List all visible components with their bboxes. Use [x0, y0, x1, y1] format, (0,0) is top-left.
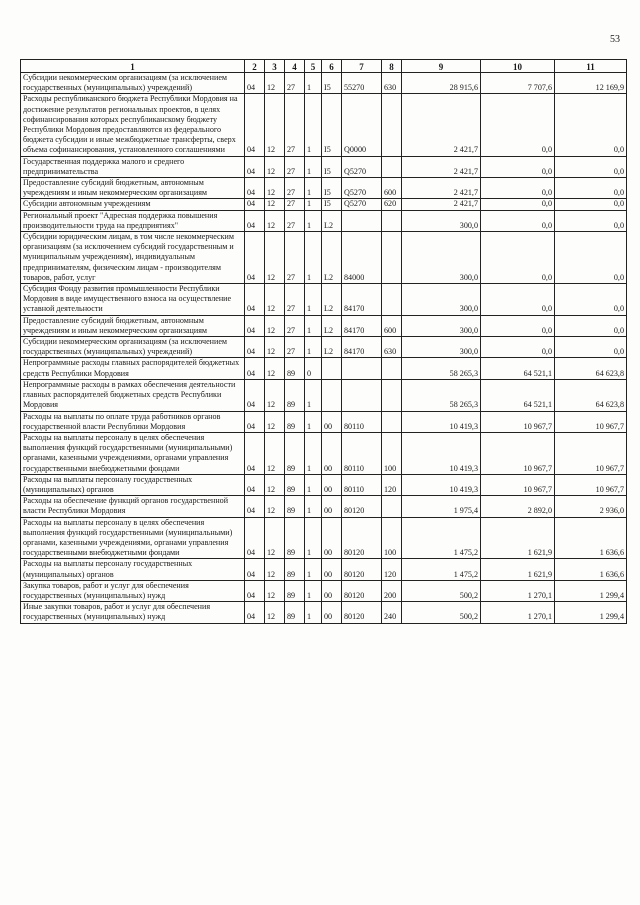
code-cell: 1 — [305, 156, 322, 177]
column-header: 8 — [382, 60, 402, 73]
table-row — [21, 432, 627, 474]
code-cell: 89 — [285, 580, 305, 601]
row-name: Региональный проект "Адресная поддержка повышения производительности труда на предприятиях" — [21, 210, 245, 231]
code-cell: 04 — [245, 602, 265, 623]
row-name: Расходы на обеспечение функций органов государственной власти Республики Мордовия — [21, 496, 245, 517]
amount-cell: 0,0 — [555, 337, 627, 358]
row-name: Расходы на выплаты персоналу в целях обеспечения выполнения функций государственными (муниципальными) органами, казенными учреждениями, органами управления государственными внебюджетными фондами — [21, 517, 245, 559]
code-cell: 55270 — [342, 73, 382, 94]
code-cell: 27 — [285, 73, 305, 94]
code-cell: 84170 — [342, 284, 382, 316]
code-cell: 84000 — [342, 232, 382, 284]
code-cell: I5 — [322, 73, 342, 94]
code-cell: 04 — [245, 232, 265, 284]
row-name: Расходы республиканского бюджета Республики Мордовия на достижение результатов региональных проектов, в целях софинансирования которых республиканскому бюджету Республики Мордовия предоставляются из федерального бюджета субсидии и иные межбюджетные трансферты, сверх объема софинансирования, установленного соглашениями — [21, 94, 245, 156]
code-cell: 27 — [285, 210, 305, 231]
code-cell: 1 — [305, 210, 322, 231]
code-cell: 100 — [382, 517, 402, 559]
row-name: Расходы на выплаты по оплате труда работников органов государственной власти Республики Мордовия — [21, 411, 245, 432]
code-cell: I5 — [322, 178, 342, 199]
amount-cell: 10 967,7 — [481, 411, 555, 432]
code-cell: 04 — [245, 432, 265, 474]
code-cell: 00 — [322, 411, 342, 432]
amount-cell: 10 419,3 — [402, 474, 481, 495]
amount-cell: 1 475,2 — [402, 559, 481, 580]
code-cell — [382, 379, 402, 411]
table-row — [21, 94, 627, 156]
column-header: 1 — [21, 60, 245, 73]
code-cell: 80120 — [342, 602, 382, 623]
code-cell — [382, 94, 402, 156]
row-name: Субсидия Фонду развития промышленности Республики Мордовия в виде имущественного взноса на осуществление уставной деятельности — [21, 284, 245, 316]
code-cell: 12 — [265, 474, 285, 495]
amount-cell: 300,0 — [402, 315, 481, 336]
code-cell: Q0000 — [342, 94, 382, 156]
amount-cell: 2 936,0 — [555, 496, 627, 517]
code-cell: 12 — [265, 517, 285, 559]
code-cell — [382, 496, 402, 517]
code-cell: 04 — [245, 337, 265, 358]
code-cell: I5 — [322, 156, 342, 177]
code-cell: 12 — [265, 580, 285, 601]
amount-cell: 0,0 — [481, 337, 555, 358]
column-header: 2 — [245, 60, 265, 73]
code-cell: 04 — [245, 496, 265, 517]
code-cell: 04 — [245, 73, 265, 94]
amount-cell: 1 975,4 — [402, 496, 481, 517]
amount-cell: 64 623,8 — [555, 358, 627, 379]
amount-cell: 0,0 — [481, 284, 555, 316]
row-name: Государственная поддержка малого и среднего предпринимательства — [21, 156, 245, 177]
amount-cell: 300,0 — [402, 284, 481, 316]
row-name: Предоставление субсидий бюджетным, автономным учреждениям и иным некоммерческим организациям — [21, 178, 245, 199]
amount-cell: 500,2 — [402, 602, 481, 623]
table-row — [21, 559, 627, 580]
row-name: Закупка товаров, работ и услуг для обеспечения государственных (муниципальных) нужд — [21, 580, 245, 601]
code-cell: Q5270 — [342, 178, 382, 199]
code-cell: 04 — [245, 559, 265, 580]
table-row — [21, 602, 627, 623]
row-name: Расходы на выплаты персоналу государственных (муниципальных) органов — [21, 474, 245, 495]
code-cell: 04 — [245, 379, 265, 411]
column-header: 5 — [305, 60, 322, 73]
table-row — [21, 517, 627, 559]
code-cell: 630 — [382, 73, 402, 94]
code-cell: 1 — [305, 178, 322, 199]
code-cell: 12 — [265, 178, 285, 199]
code-cell: 1 — [305, 337, 322, 358]
amount-cell: 0,0 — [555, 284, 627, 316]
code-cell: 04 — [245, 411, 265, 432]
row-name: Предоставление субсидий бюджетным, автономным учреждениям и иным некоммерческим организациям — [21, 315, 245, 336]
amount-cell: 58 265,3 — [402, 358, 481, 379]
code-cell: 80120 — [342, 580, 382, 601]
column-header: 11 — [555, 60, 627, 73]
code-cell: 00 — [322, 474, 342, 495]
amount-cell: 0,0 — [555, 94, 627, 156]
code-cell: 04 — [245, 474, 265, 495]
code-cell: 89 — [285, 602, 305, 623]
amount-cell: 10 419,3 — [402, 432, 481, 474]
code-cell: 04 — [245, 315, 265, 336]
table-row — [21, 73, 627, 94]
code-cell: 89 — [285, 411, 305, 432]
code-cell: 600 — [382, 178, 402, 199]
code-cell — [382, 156, 402, 177]
code-cell: 04 — [245, 210, 265, 231]
code-cell: 04 — [245, 358, 265, 379]
code-cell: Q5270 — [342, 156, 382, 177]
table-row — [21, 178, 627, 199]
code-cell: 12 — [265, 156, 285, 177]
amount-cell: 0,0 — [481, 178, 555, 199]
code-cell: 84170 — [342, 337, 382, 358]
amount-cell: 64 521,1 — [481, 379, 555, 411]
table-row — [21, 284, 627, 316]
amount-cell: 1 299,4 — [555, 602, 627, 623]
row-name: Иные закупки товаров, работ и услуг для обеспечения государственных (муниципальных) нужд — [21, 602, 245, 623]
code-cell: 04 — [245, 94, 265, 156]
code-cell — [382, 210, 402, 231]
code-cell: L2 — [322, 315, 342, 336]
amount-cell: 10 967,7 — [555, 432, 627, 474]
table-row — [21, 580, 627, 601]
code-cell: 620 — [382, 199, 402, 210]
amount-cell: 7 707,6 — [481, 73, 555, 94]
row-name: Субсидии юридическим лицам, в том числе некоммерческим организациям (за исключением субсидий государственным и муниципальным учреждениям), индивидуальным предпринимателям, физическим лицам - производителям товаров, работ, услуг — [21, 232, 245, 284]
table-row — [21, 358, 627, 379]
code-cell: 27 — [285, 199, 305, 210]
code-cell: 12 — [265, 94, 285, 156]
amount-cell: 0,0 — [481, 315, 555, 336]
code-cell: 12 — [265, 210, 285, 231]
code-cell — [382, 232, 402, 284]
code-cell: 1 — [305, 580, 322, 601]
code-cell — [322, 379, 342, 411]
amount-cell: 0,0 — [555, 156, 627, 177]
row-name: Непрограммные расходы главных распорядителей бюджетных средств Республики Мордовия — [21, 358, 245, 379]
code-cell: 04 — [245, 284, 265, 316]
table-row — [21, 210, 627, 231]
column-header: 7 — [342, 60, 382, 73]
table-body — [21, 73, 627, 624]
row-name: Расходы на выплаты персоналу государственных (муниципальных) органов — [21, 559, 245, 580]
code-cell — [382, 411, 402, 432]
code-cell: 240 — [382, 602, 402, 623]
column-header: 6 — [322, 60, 342, 73]
code-cell: 1 — [305, 432, 322, 474]
code-cell: 120 — [382, 474, 402, 495]
amount-cell: 1 636,6 — [555, 559, 627, 580]
table-row — [21, 315, 627, 336]
row-name: Субсидии некоммерческим организациям (за исключением государственных (муниципальных) учреждений) — [21, 337, 245, 358]
row-name: Субсидии автономным учреждениям — [21, 199, 245, 210]
code-cell: 12 — [265, 379, 285, 411]
amount-cell: 1 270,1 — [481, 580, 555, 601]
amount-cell: 0,0 — [555, 178, 627, 199]
code-cell: 89 — [285, 496, 305, 517]
table-row — [21, 379, 627, 411]
code-cell: L2 — [322, 232, 342, 284]
code-cell: 12 — [265, 337, 285, 358]
code-cell: 1 — [305, 379, 322, 411]
amount-cell: 1 621,9 — [481, 559, 555, 580]
table-header-row — [21, 60, 627, 73]
code-cell: 630 — [382, 337, 402, 358]
amount-cell: 64 623,8 — [555, 379, 627, 411]
code-cell: 120 — [382, 559, 402, 580]
code-cell: 27 — [285, 178, 305, 199]
code-cell: 27 — [285, 232, 305, 284]
code-cell: 89 — [285, 432, 305, 474]
code-cell: 12 — [265, 496, 285, 517]
column-header: 9 — [402, 60, 481, 73]
amount-cell: 10 967,7 — [481, 474, 555, 495]
amount-cell: 2 421,7 — [402, 178, 481, 199]
code-cell: 12 — [265, 73, 285, 94]
amount-cell: 10 967,7 — [555, 474, 627, 495]
code-cell: 84170 — [342, 315, 382, 336]
budget-table — [20, 59, 627, 624]
table-row — [21, 496, 627, 517]
amount-cell: 1 299,4 — [555, 580, 627, 601]
table-row — [21, 232, 627, 284]
amount-cell: 0,0 — [481, 94, 555, 156]
row-name: Субсидии некоммерческим организациям (за исключением государственных (муниципальных) учреждений) — [21, 73, 245, 94]
code-cell: 89 — [285, 474, 305, 495]
code-cell: 12 — [265, 232, 285, 284]
code-cell: 27 — [285, 94, 305, 156]
table-row — [21, 156, 627, 177]
code-cell: I5 — [322, 199, 342, 210]
code-cell: 00 — [322, 517, 342, 559]
code-cell: 00 — [322, 432, 342, 474]
amount-cell: 58 265,3 — [402, 379, 481, 411]
code-cell: 200 — [382, 580, 402, 601]
code-cell: L2 — [322, 337, 342, 358]
amount-cell: 0,0 — [555, 210, 627, 231]
amount-cell: 2 421,7 — [402, 94, 481, 156]
code-cell — [342, 210, 382, 231]
amount-cell: 2 421,7 — [402, 199, 481, 210]
code-cell: 1 — [305, 315, 322, 336]
amount-cell: 300,0 — [402, 210, 481, 231]
amount-cell: 10 967,7 — [555, 411, 627, 432]
code-cell: 1 — [305, 232, 322, 284]
row-name: Расходы на выплаты персоналу в целях обеспечения выполнения функций государственными (муниципальными) органами, казенными учреждениями, органами управления государственными внебюджетными фондами — [21, 432, 245, 474]
amount-cell: 0,0 — [481, 156, 555, 177]
code-cell: 12 — [265, 432, 285, 474]
code-cell: I5 — [322, 94, 342, 156]
amount-cell: 1 636,6 — [555, 517, 627, 559]
code-cell: 0 — [305, 358, 322, 379]
code-cell: 00 — [322, 602, 342, 623]
code-cell: 80110 — [342, 432, 382, 474]
code-cell: 89 — [285, 379, 305, 411]
amount-cell: 1 475,2 — [402, 517, 481, 559]
code-cell: 12 — [265, 411, 285, 432]
code-cell: 04 — [245, 178, 265, 199]
code-cell: 1 — [305, 602, 322, 623]
code-cell — [382, 358, 402, 379]
code-cell: L2 — [322, 284, 342, 316]
code-cell — [342, 379, 382, 411]
code-cell: 80110 — [342, 474, 382, 495]
code-cell: 1 — [305, 284, 322, 316]
amount-cell: 0,0 — [555, 315, 627, 336]
code-cell: 89 — [285, 358, 305, 379]
amount-cell: 0,0 — [481, 199, 555, 210]
amount-cell: 0,0 — [555, 232, 627, 284]
code-cell: 27 — [285, 284, 305, 316]
code-cell: Q5270 — [342, 199, 382, 210]
code-cell: 80120 — [342, 496, 382, 517]
code-cell — [322, 358, 342, 379]
amount-cell: 500,2 — [402, 580, 481, 601]
code-cell: 1 — [305, 496, 322, 517]
code-cell: 12 — [265, 602, 285, 623]
code-cell: 1 — [305, 517, 322, 559]
amount-cell: 12 169,9 — [555, 73, 627, 94]
amount-cell: 28 915,6 — [402, 73, 481, 94]
code-cell: 04 — [245, 156, 265, 177]
code-cell: 27 — [285, 337, 305, 358]
column-header: 10 — [481, 60, 555, 73]
amount-cell: 300,0 — [402, 232, 481, 284]
table-row — [21, 337, 627, 358]
code-cell: 00 — [322, 496, 342, 517]
table-row — [21, 199, 627, 210]
table-row — [21, 474, 627, 495]
code-cell: 04 — [245, 199, 265, 210]
code-cell: 12 — [265, 358, 285, 379]
code-cell: 12 — [265, 559, 285, 580]
code-cell: 600 — [382, 315, 402, 336]
column-header: 4 — [285, 60, 305, 73]
code-cell: 12 — [265, 199, 285, 210]
code-cell: 89 — [285, 517, 305, 559]
amount-cell: 2 421,7 — [402, 156, 481, 177]
code-cell: 12 — [265, 284, 285, 316]
amount-cell: 0,0 — [555, 199, 627, 210]
amount-cell: 64 521,1 — [481, 358, 555, 379]
code-cell: 1 — [305, 474, 322, 495]
code-cell: 1 — [305, 199, 322, 210]
amount-cell: 10 419,3 — [402, 411, 481, 432]
code-cell: 1 — [305, 73, 322, 94]
code-cell — [382, 284, 402, 316]
code-cell: 27 — [285, 315, 305, 336]
amount-cell: 10 967,7 — [481, 432, 555, 474]
code-cell: 1 — [305, 559, 322, 580]
code-cell: 80110 — [342, 411, 382, 432]
code-cell: 1 — [305, 411, 322, 432]
code-cell: 04 — [245, 517, 265, 559]
code-cell: L2 — [322, 210, 342, 231]
amount-cell: 0,0 — [481, 232, 555, 284]
code-cell: 100 — [382, 432, 402, 474]
code-cell: 80120 — [342, 517, 382, 559]
code-cell: 1 — [305, 94, 322, 156]
code-cell: 89 — [285, 559, 305, 580]
amount-cell: 1 270,1 — [481, 602, 555, 623]
code-cell: 00 — [322, 580, 342, 601]
code-cell: 04 — [245, 580, 265, 601]
table-row — [21, 411, 627, 432]
code-cell: 00 — [322, 559, 342, 580]
amount-cell: 300,0 — [402, 337, 481, 358]
code-cell — [342, 358, 382, 379]
column-header: 3 — [265, 60, 285, 73]
amount-cell: 0,0 — [481, 210, 555, 231]
amount-cell: 1 621,9 — [481, 517, 555, 559]
row-name: Непрограммные расходы в рамках обеспечения деятельности главных распорядителей бюджетных средств Республики Мордовия — [21, 379, 245, 411]
code-cell: 27 — [285, 156, 305, 177]
code-cell: 80120 — [342, 559, 382, 580]
amount-cell: 2 892,0 — [481, 496, 555, 517]
code-cell: 12 — [265, 315, 285, 336]
page-number: 53 — [610, 34, 620, 45]
